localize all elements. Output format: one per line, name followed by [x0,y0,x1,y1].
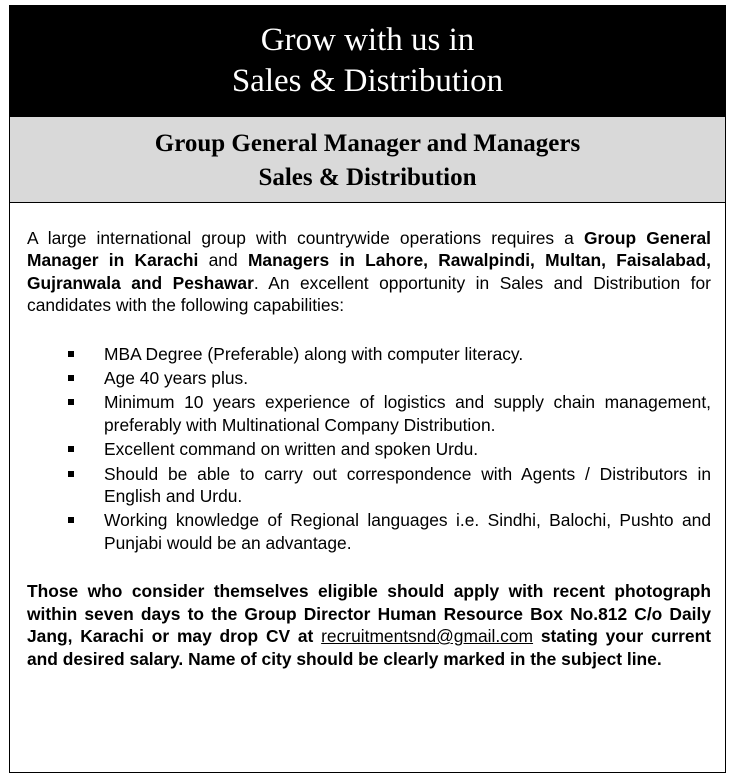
position-title-line-1: Group General Manager and Managers [154,130,581,157]
list-item [27,509,711,554]
position-title-banner [10,116,725,203]
bullet-icon [68,517,74,523]
capability-text: MBA Degree (Preferable) along with computer literacy. [104,343,524,364]
email-link[interactable]: recruitmentsnd@gmail.com [321,626,534,647]
header-line-2: Sales & Distribution [231,63,504,99]
capability-text: Minimum 10 years experience of logistics and supply chain management, preferably with Multinational Company Distribution. [104,392,711,435]
closing-text-2: stating your current and desired salary. Name of city should be clearly marked in the subject line. [27,626,711,669]
capability-text: Should be able to carry out correspondence with Agents / Distributors in English and Urdu. [104,463,711,507]
bullet-icon [68,351,74,357]
list-item [27,367,711,389]
closing-text-1: Those who consider themselves eligible should apply with recent photograph within seven days to the Group Director Human Resource Box No.812 C/o Daily Jang, Karachi or may drop CV at [27,581,711,647]
list-item [27,438,711,460]
capability-text: Age 40 years plus. [104,368,249,389]
bullet-icon [68,471,74,477]
bullet-icon [68,375,74,381]
intro-bold-1: Group General Manager in Karachi [27,228,711,271]
intro-paragraph [27,227,711,317]
intro-text-3: . An excellent opportunity in Sales and Distribution for candidates with the following capabilities: [27,272,711,316]
intro-text-1: A large international group with countrywide operations requires a [27,228,584,248]
capability-text: Working knowledge of Regional languages i.e. Sindhi, Balochi, Pushto and Punjabi would be an advantage. [104,510,711,553]
application-instructions [27,580,711,670]
list-item [27,391,711,436]
capability-text: Excellent command on written and spoken Urdu. [104,439,479,460]
capabilities-list [27,343,711,555]
list-item [27,463,711,508]
intro-bold-2: Managers in Lahore, Rawalpindi, Multan, Faisalabad, Gujranwala and Peshawar [27,250,712,293]
header-line-1: Grow with us in [260,22,475,58]
ad-body [10,203,725,670]
bullet-icon [68,399,74,405]
intro-text-2: and [198,250,248,271]
position-title-line-2: Sales & Distribution [258,164,477,191]
bullet-icon [68,446,74,452]
ad-header-banner [10,6,725,116]
job-advertisement [9,5,726,773]
list-item [27,343,711,365]
